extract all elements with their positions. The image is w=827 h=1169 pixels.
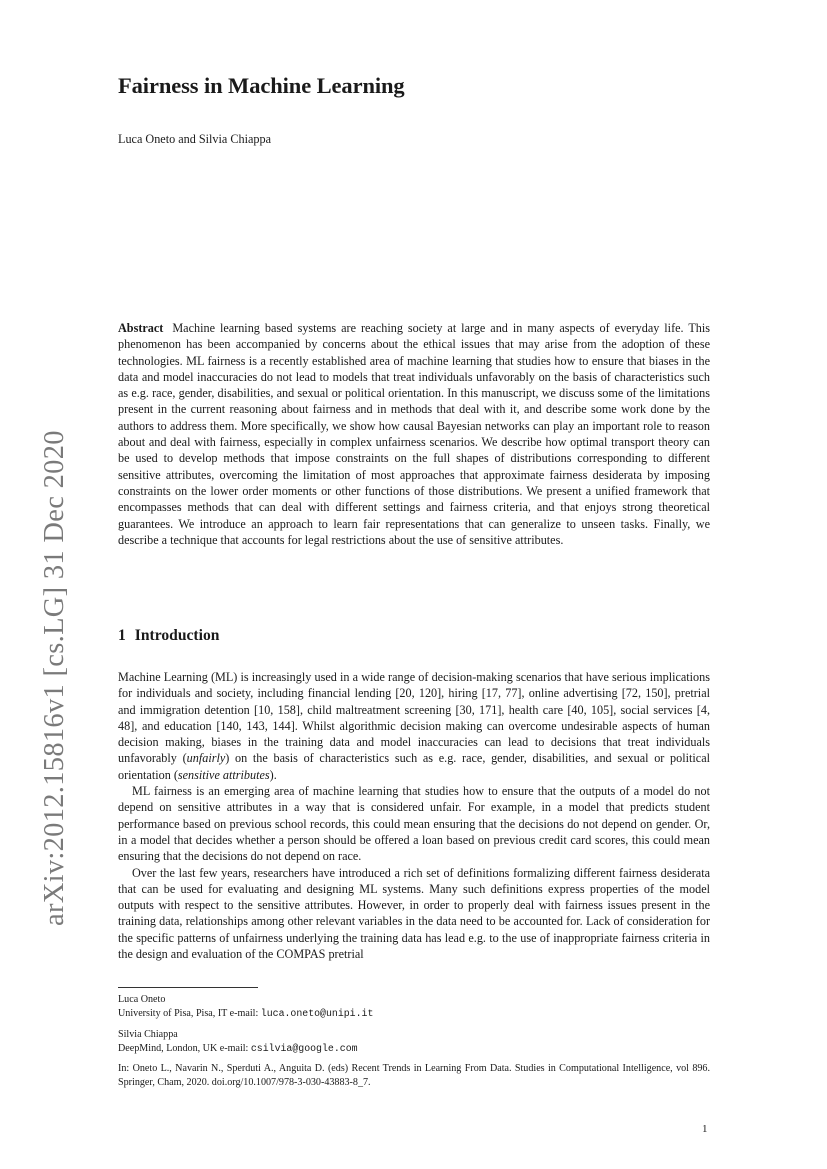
paper-title: Fairness in Machine Learning <box>118 73 405 98</box>
footnote-oneto-name: Luca Oneto <box>118 994 166 1005</box>
arxiv-stamp: arXiv:2012.15816v1 [cs.LG] 31 Dec 2020 <box>39 430 70 926</box>
intro-paragraph-1 <box>118 669 710 783</box>
intro-p1-emphasis-unfairly: unfairly <box>186 751 226 766</box>
footnote-oneto-email[interactable]: luca.oneto@unipi.it <box>260 1008 374 1020</box>
intro-p1-text-b: ) on the basis of characteristics such as e.g. race, gender, disabilities, and sexual or political orientation ( <box>118 751 710 782</box>
abstract-label: Abstract <box>118 321 164 335</box>
intro-paragraph-2: ML fairness is an emerging area of machine learning that studies how to ensure that the outputs of a model do not depend on sensitive attributes in a way that is considered unfair. For example, in a model that predicts student performance based on previous school records, this could mean ensuring that the decisions do not depend on gender. Or, in a model that decides whether a person should be offered a loan based on previous credit card scores, this could mean ensuring that the decisions do not depend on race. <box>118 784 710 864</box>
footnote-chiappa-affiliation <box>118 1042 358 1056</box>
intro-p1-text-a: Machine Learning (ML) is increasingly used in a wide range of decision-making scenarios that have serious implications for individuals and society, including financial lending [20, 120], hiring [17, 77], online advertising [72, 150], pretrial and immigration detention [10, 158], child maltreatment screening [30, 171], health care [40, 105], social services [4, 48], and education [140, 143, 144]. Whilst algorithmic decision making can overcome undesirable aspects of human decision making, biases in the training data and model inaccuracies can lead to decisions that treat individuals unfavorably ( <box>118 670 710 766</box>
footnote-chiappa-name: Silvia Chiappa <box>118 1029 178 1040</box>
footnote-author-chiappa <box>118 1028 358 1057</box>
introduction-body <box>118 669 710 962</box>
footnote-author-oneto <box>118 993 373 1022</box>
section-title: Introduction <box>134 627 220 644</box>
intro-paragraph-3: Over the last few years, researchers have introduced a rich set of definitions formalizing different fairness desiderata that can be used for evaluating and designing ML systems. Many such definitions express properties of the model outputs with respect to the sensitive attributes. However, in order to properly deal with fairness issues present in the training data, relationships among other relevant variables in the data need to be accounted for. Lack of consideration for the specific patterns of unfairness underlying the training data has lead e.g. to the use of inappropriate fairness criteria in the design and evaluation of the COMPAS pretrial <box>118 865 710 962</box>
footnote-oneto-affiliation <box>118 1007 373 1021</box>
abstract-text: Machine learning based systems are reaching society at large and in many aspects of everyday life. This phenomenon has been accompanied by concerns about the ethical issues that may arise from the adoption of these technologies. ML fairness is a recently established area of machine learning that studies how to ensure that biases in the data and model inaccuracies do not lead to models that treat individuals unfavorably on the basis of characteristics such as e.g. race, gender, disabilities, and sexual or political orientation. In this manuscript, we discuss some of the limitations present in the current reasoning about fairness and in methods that deal with it, and describe some work done by the authors to address them. More specifically, we show how causal Bayesian networks can play an important role to reason about and deal with fairness, especially in complex unfairness scenarios. We describe how optimal transport theory can be used to develop methods that impose constraints on the full shapes of distributions corresponding to different sensitive attributes, overcoming the limitation of most approaches that approximate fairness desiderata by imposing constraints on the lower order moments or other functions of those distributions. We present a unified framework that encompasses methods that can deal with different settings and fairness criteria, and that enjoys strong theoretical guarantees. We introduce an approach to learn fair representations that can generalize to unseen tasks. Finally, we describe a technique that accounts for legal restrictions about the use of sensitive attributes. <box>118 321 710 547</box>
intro-p1-text-c: ). <box>269 767 277 782</box>
paper-authors: Luca Oneto and Silvia Chiappa <box>118 132 271 146</box>
footnote-chiappa-email[interactable]: csilvia@google.com <box>250 1043 358 1055</box>
footnote-citation: In: Oneto L., Navarin N., Sperduti A., Anguita D. (eds) Recent Trends in Learning From Data. Studies in Computational Intelligence, vol 896. Springer, Cham, 2020. doi.org/10.1007/978-3-030-43883-8_7. <box>118 1063 710 1089</box>
footnote-rule <box>118 987 258 988</box>
section-number: 1 <box>118 627 126 644</box>
intro-p1-emphasis-sensitive: sensitive attributes <box>177 767 270 782</box>
section-heading <box>118 627 219 645</box>
footnote-oneto-affil-text: University of Pisa, Pisa, IT e-mail: <box>118 1008 261 1020</box>
page-number: 1 <box>702 1123 708 1135</box>
abstract <box>118 320 710 548</box>
footnote-chiappa-affil-text: DeepMind, London, UK e-mail: <box>118 1043 251 1055</box>
